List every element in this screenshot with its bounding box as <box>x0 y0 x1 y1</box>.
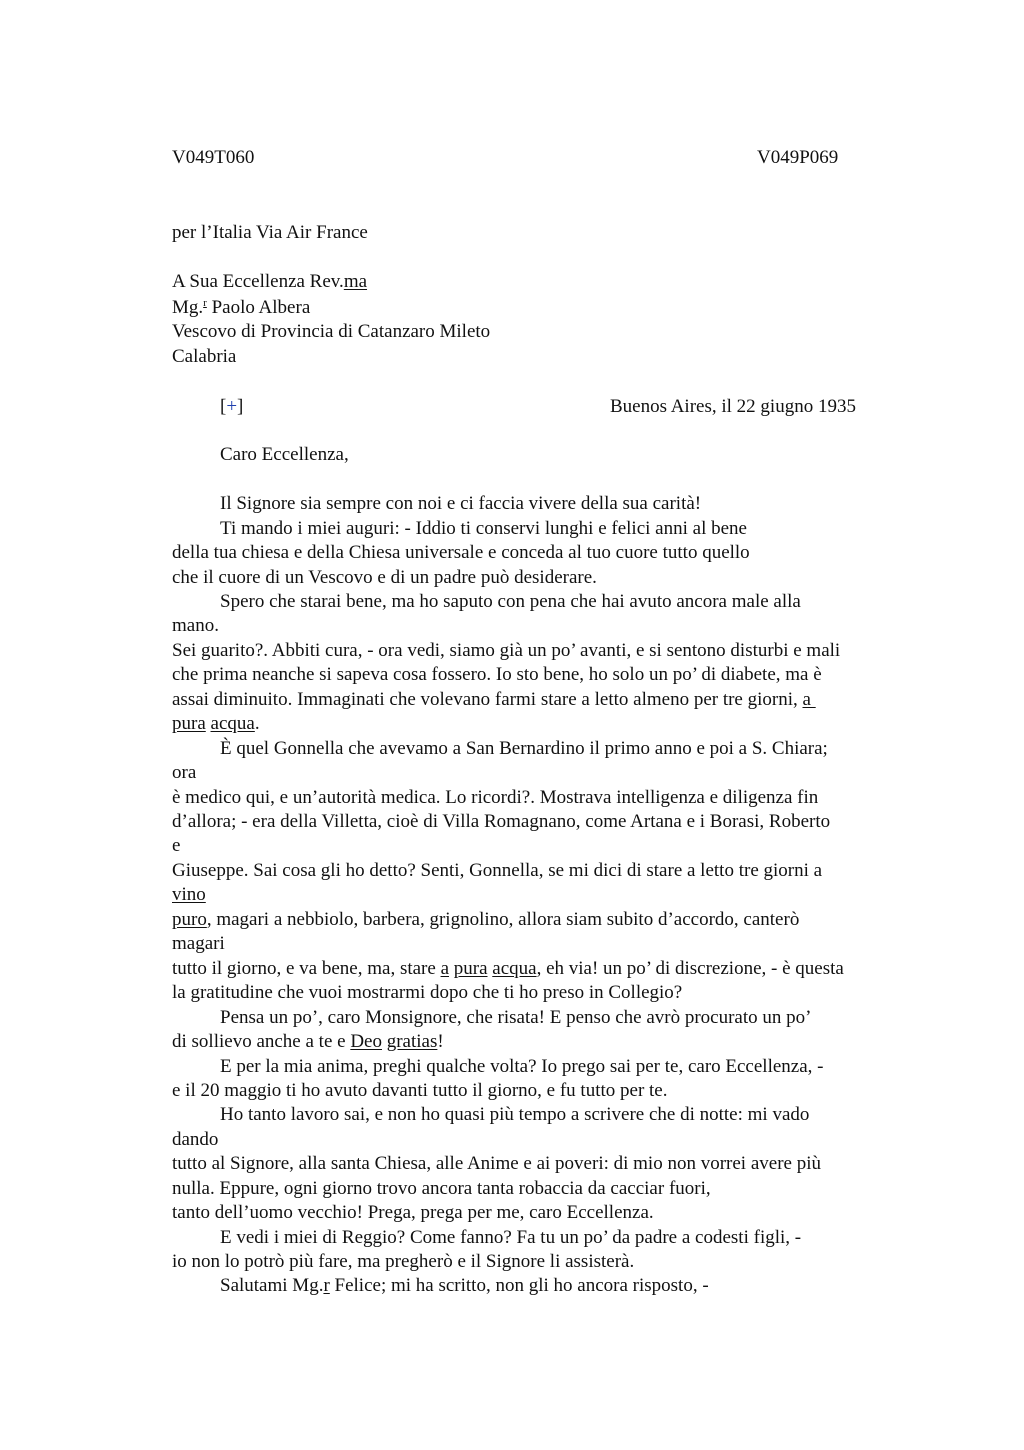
body-line: ora <box>172 762 197 783</box>
body-line: tanto dell’uomo vecchio! Prega, prega per me, caro Eccellenza. <box>172 1202 654 1223</box>
address-line-1 <box>172 270 367 294</box>
body-text: assai diminuito. Immaginati che volevano farmi stare a letto almeno per tre giorni, <box>172 689 803 710</box>
body-line: Giuseppe. Sai cosa gli ho detto? Senti, Gonnella, se mi dici di stare a letto tre giorni a <box>172 860 823 881</box>
place-and-date: Buenos Aires, il 22 giugno 1935 <box>610 396 856 417</box>
body-line: Ho tanto lavoro sai, e non ho quasi più tempo a scrivere che di notte: mi vado <box>220 1104 810 1125</box>
body-line: E vedi i miei di Reggio? Come fanno? Fa tu un po’ da padre a codesti figli, - <box>220 1227 802 1248</box>
document-code-right: V049P069 <box>757 147 839 168</box>
body-line: e <box>172 835 181 856</box>
address-line-2 <box>172 296 310 320</box>
body-line <box>172 883 206 907</box>
address-text: Mg. <box>172 297 204 318</box>
address-superscript: r <box>203 297 207 309</box>
invocation-cross <box>220 395 243 419</box>
body-line <box>172 712 260 736</box>
body-line: d’allora; - era della Villetta, cioè di Villa Romagnano, come Artana e i Borasi, Roberto <box>172 811 831 832</box>
bracket: [ <box>220 396 227 417</box>
address-text: Paolo Albera <box>206 297 311 318</box>
body-line: e il 20 maggio ti ho avuto davanti tutto il giorno, e fu tutto per te. <box>172 1080 668 1101</box>
body-line <box>172 957 844 981</box>
body-text: Salutami Mg. <box>220 1275 324 1296</box>
body-line: che prima neanche si sapeva cosa fossero. Io sto bene, ho solo un po’ di diabete, ma è <box>172 664 822 685</box>
underlined-word: acqua <box>492 958 537 979</box>
address-line-3: Vescovo di Provincia di Catanzaro Mileto <box>172 321 491 342</box>
body-text: ! <box>437 1031 444 1052</box>
body-line: mano. <box>172 615 219 636</box>
body-line: che il cuore di un Vescovo e di un padre può desiderare. <box>172 567 597 588</box>
body-text: , eh via! un po’ di discrezione, - è questa <box>536 958 844 979</box>
underlined-word: a <box>802 689 816 710</box>
body-line: nulla. Eppure, ogni giorno trovo ancora tanta robaccia da cacciar fuori, <box>172 1178 711 1199</box>
body-text: tutto il giorno, e va bene, ma, stare <box>172 958 441 979</box>
bracket: ] <box>237 396 244 417</box>
body-line: Spero che starai bene, ma ho saputo con pena che hai avuto ancora male alla <box>220 591 801 612</box>
body-line <box>172 1030 444 1054</box>
body-line: Sei guarito?. Abbiti cura, - ora vedi, siamo già un po’ avanti, e si sentono disturbi e mali <box>172 640 841 661</box>
body-line: È quel Gonnella che avevamo a San Bernardino il primo anno e poi a S. Chiara; <box>220 738 828 759</box>
underlined-word: pura <box>453 958 488 979</box>
body-text: . <box>254 713 260 734</box>
body-text: di sollievo anche a te e <box>172 1031 351 1052</box>
body-line: Pensa un po’, caro Monsignore, che risata! E penso che avrò procurato un po’ <box>220 1007 812 1028</box>
underlined-word: r <box>323 1275 330 1296</box>
body-line: tutto al Signore, alla santa Chiesa, alle Anime e ai poveri: di mio non vorrei avere più <box>172 1153 821 1174</box>
body-line: la gratitudine che vuoi mostrarmi dopo che ti ho preso in Collegio? <box>172 982 683 1003</box>
body-line: io non lo potrò più fare, ma pregherò e il Signore li assisterà. <box>172 1251 635 1272</box>
body-line: è medico qui, e un’autorità medica. Lo ricordi?. Mostrava intelligenza e diligenza fin <box>172 787 819 808</box>
underlined-word: pura <box>172 713 206 734</box>
body-line: Ti mando i miei auguri: - Iddio ti conservi lunghi e felici anni al bene <box>220 518 747 539</box>
address-line-4: Calabria <box>172 346 237 367</box>
document-code-left: V049T060 <box>172 147 255 168</box>
body-line: magari <box>172 933 225 954</box>
underlined-word: acqua <box>210 713 255 734</box>
body-line <box>172 908 799 932</box>
body-line <box>220 1274 709 1298</box>
body-line: Il Signore sia sempre con noi e ci faccia vivere della sua carità! <box>220 493 702 514</box>
underlined-word: vino <box>172 884 206 905</box>
address-text: A Sua Eccellenza Rev. <box>172 271 344 292</box>
routing-note: per l’Italia Via Air France <box>172 222 368 243</box>
underlined-word: a <box>440 958 449 979</box>
underlined-word: gratias <box>386 1031 438 1052</box>
body-text: , magari a nebbiolo, barbera, grignolino, allora siam subito d’accordo, canterò <box>206 909 800 930</box>
underlined-word: Deo <box>350 1031 382 1052</box>
body-line: dando <box>172 1129 219 1150</box>
salutation: Caro Eccellenza, <box>220 444 349 465</box>
underlined-word: puro <box>172 909 207 930</box>
body-line: della tua chiesa e della Chiesa universale e conceda al tuo cuore tutto quello <box>172 542 750 563</box>
cross-icon: + <box>226 396 238 417</box>
body-line <box>172 688 816 712</box>
address-abbrev: ma <box>343 271 368 292</box>
body-text: Felice; mi ha scritto, non gli ho ancora risposto, - <box>329 1275 709 1296</box>
body-line: E per la mia anima, preghi qualche volta? Io prego sai per te, caro Eccellenza, - <box>220 1056 824 1077</box>
